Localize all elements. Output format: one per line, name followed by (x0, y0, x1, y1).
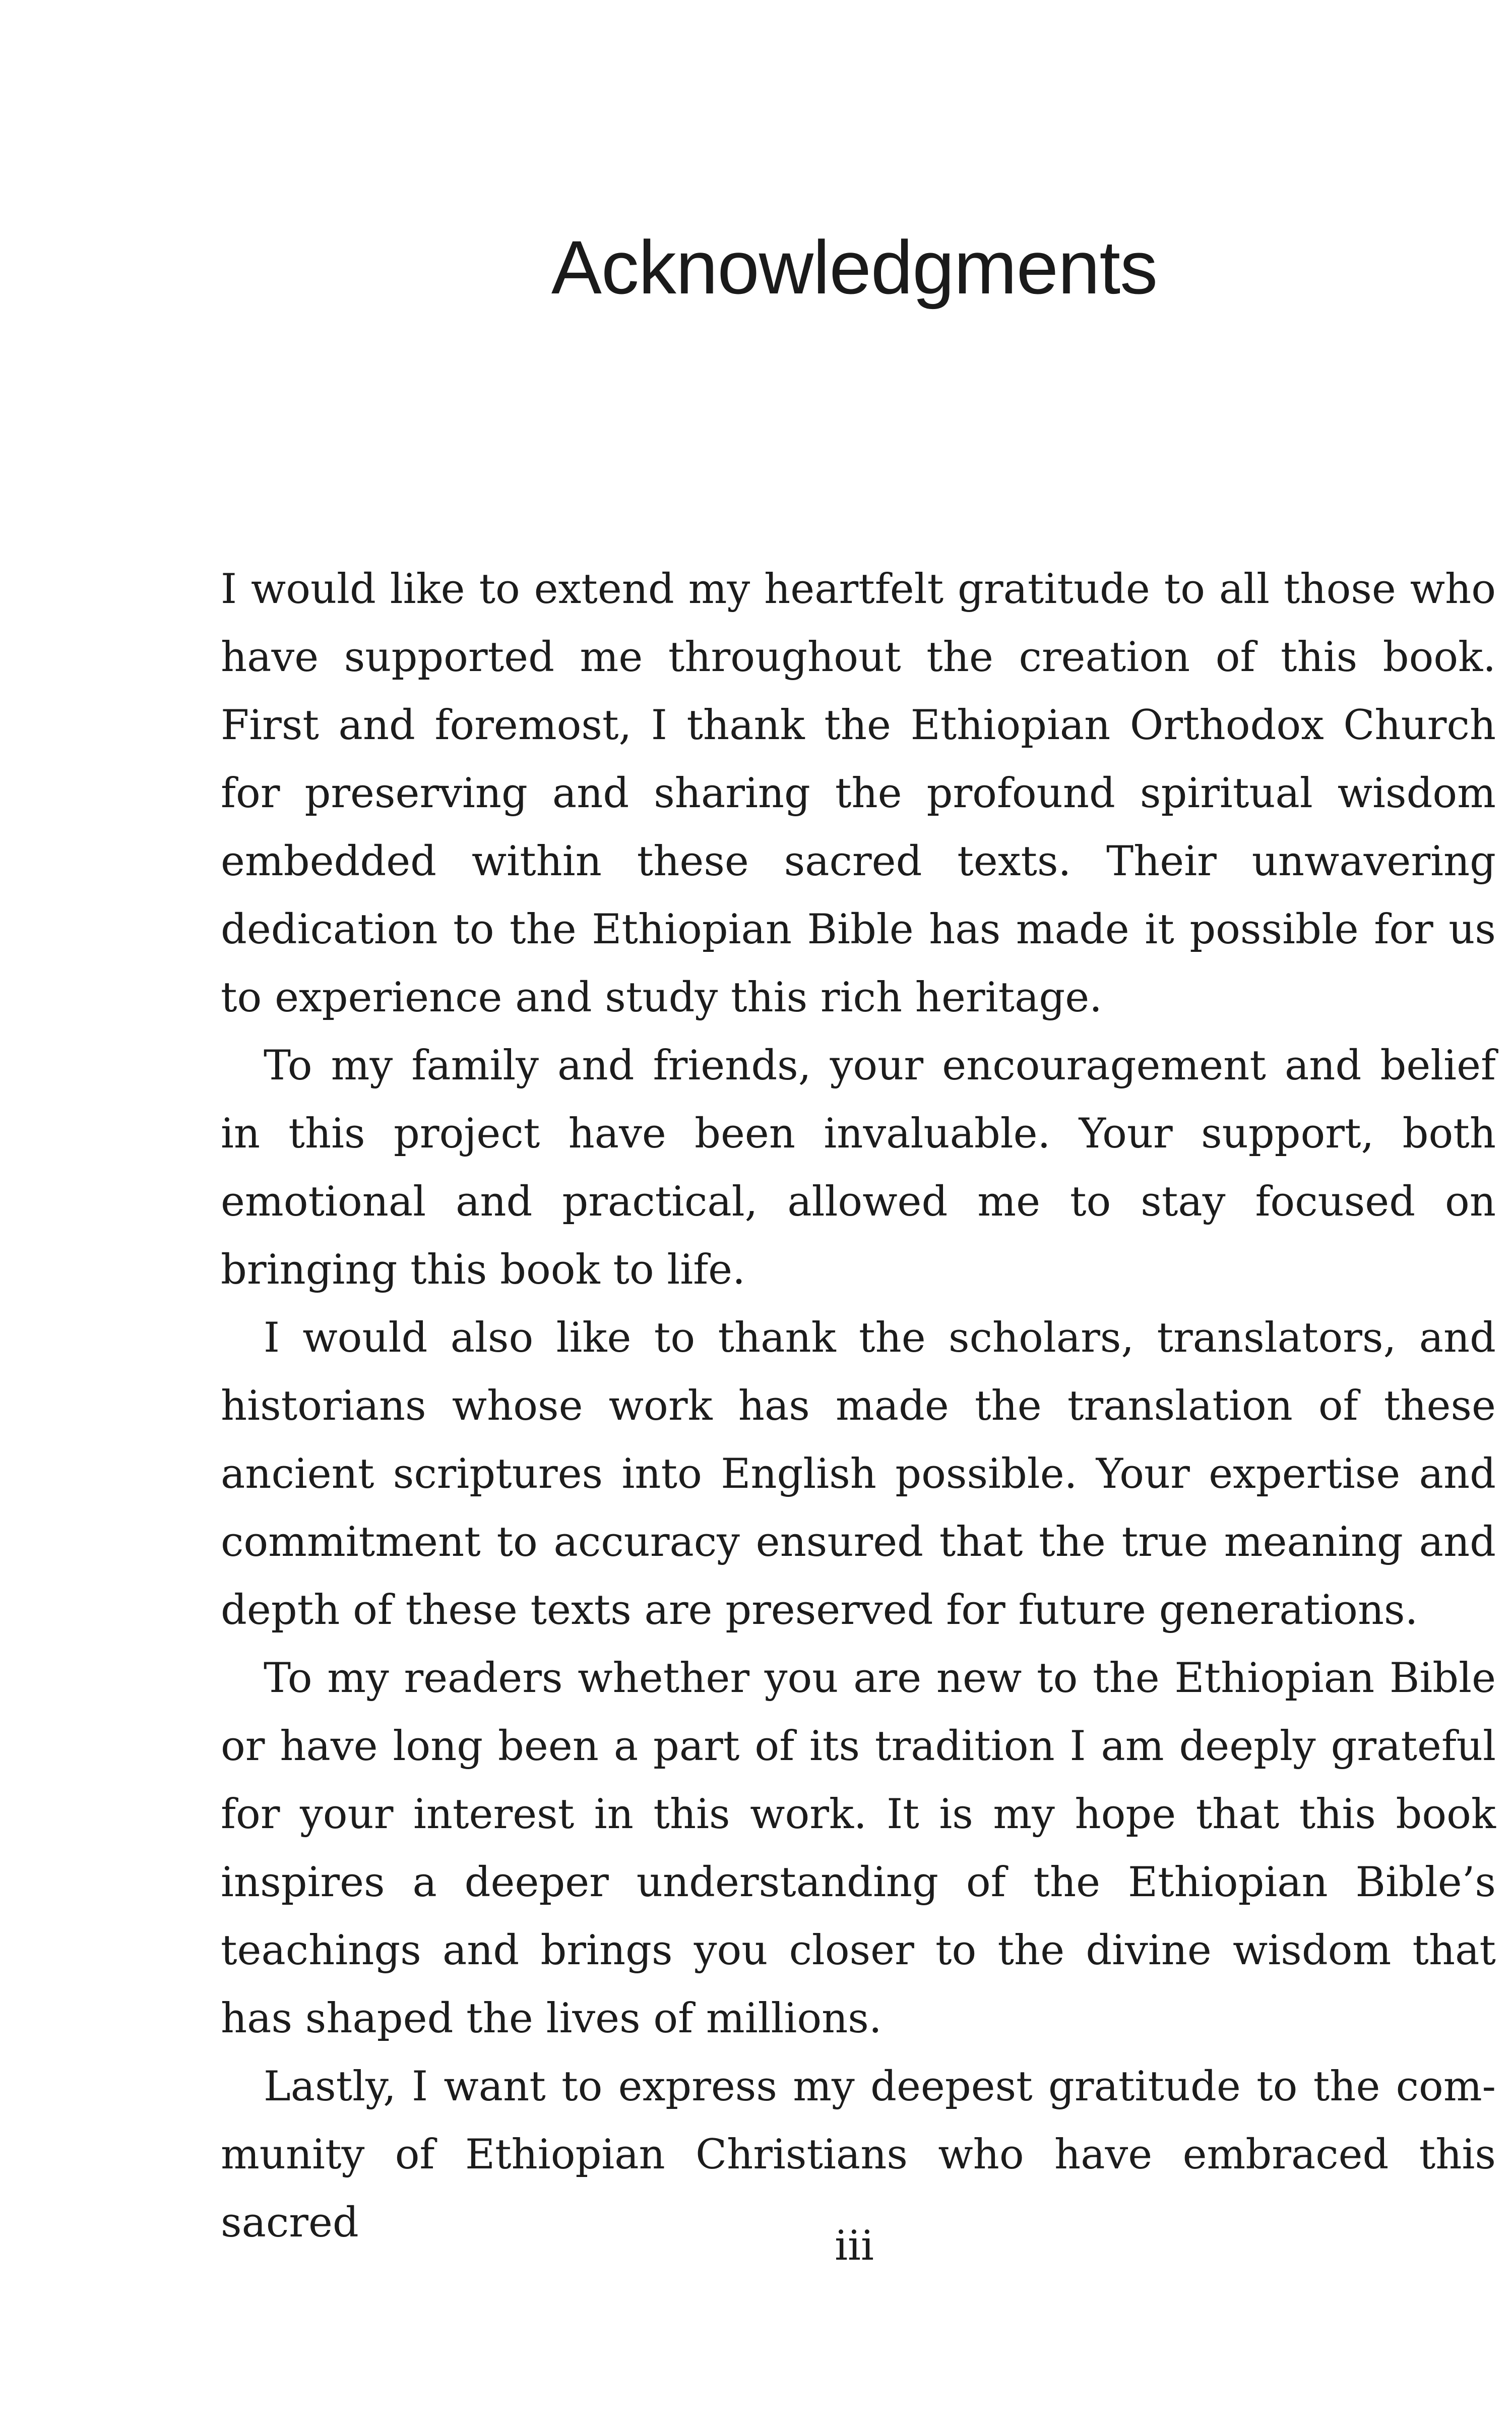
paragraph-1: I would like to extend my heartfelt gratitude to all those who have supported me throughout the creation of this book. First and foremost, I thank the Ethiopian Orthodox Church for preserving and sharing the profound spiritual wisdom embedded within these sacred texts. Their unwavering dedication to the Ethiopian Bible has made it possible for us to experience and study this rich heritage. (221, 566, 1496, 1021)
paragraph-4: To my readers whether you are new to the Ethiopian Bible or have long been a part of its tradition I am deeply grateful for your interest in this work. It is my hope that this book inspires a deeper understanding of the Ethiopian Bible’s teachings and brings you closer to the divine wisdom that has shaped the lives of millions. (221, 1655, 1496, 2042)
body-text (221, 556, 1496, 2257)
paragraph-2: To my family and friends, your encouragement and belief in this project have been invaluable. Your support, both emotional and practical, allowed me to stay focused on bringing this book to life. (221, 1042, 1496, 1294)
paragraph-5: Lastly, I want to express my deepest gratitude to the community of Ethiopian Christians who have embraced this sacred (221, 2063, 1496, 2247)
page-title: Acknowledgments (551, 225, 1158, 310)
paragraph-3: I would also like to thank the scholars, translators, and historians whose work has made the translation of these ancient scriptures into English possible. Your expertise and commitment to accuracy ensured that the true meaning and depth of these texts are preserved for future generations. (221, 1314, 1496, 1634)
page-number: iii (835, 2222, 874, 2270)
